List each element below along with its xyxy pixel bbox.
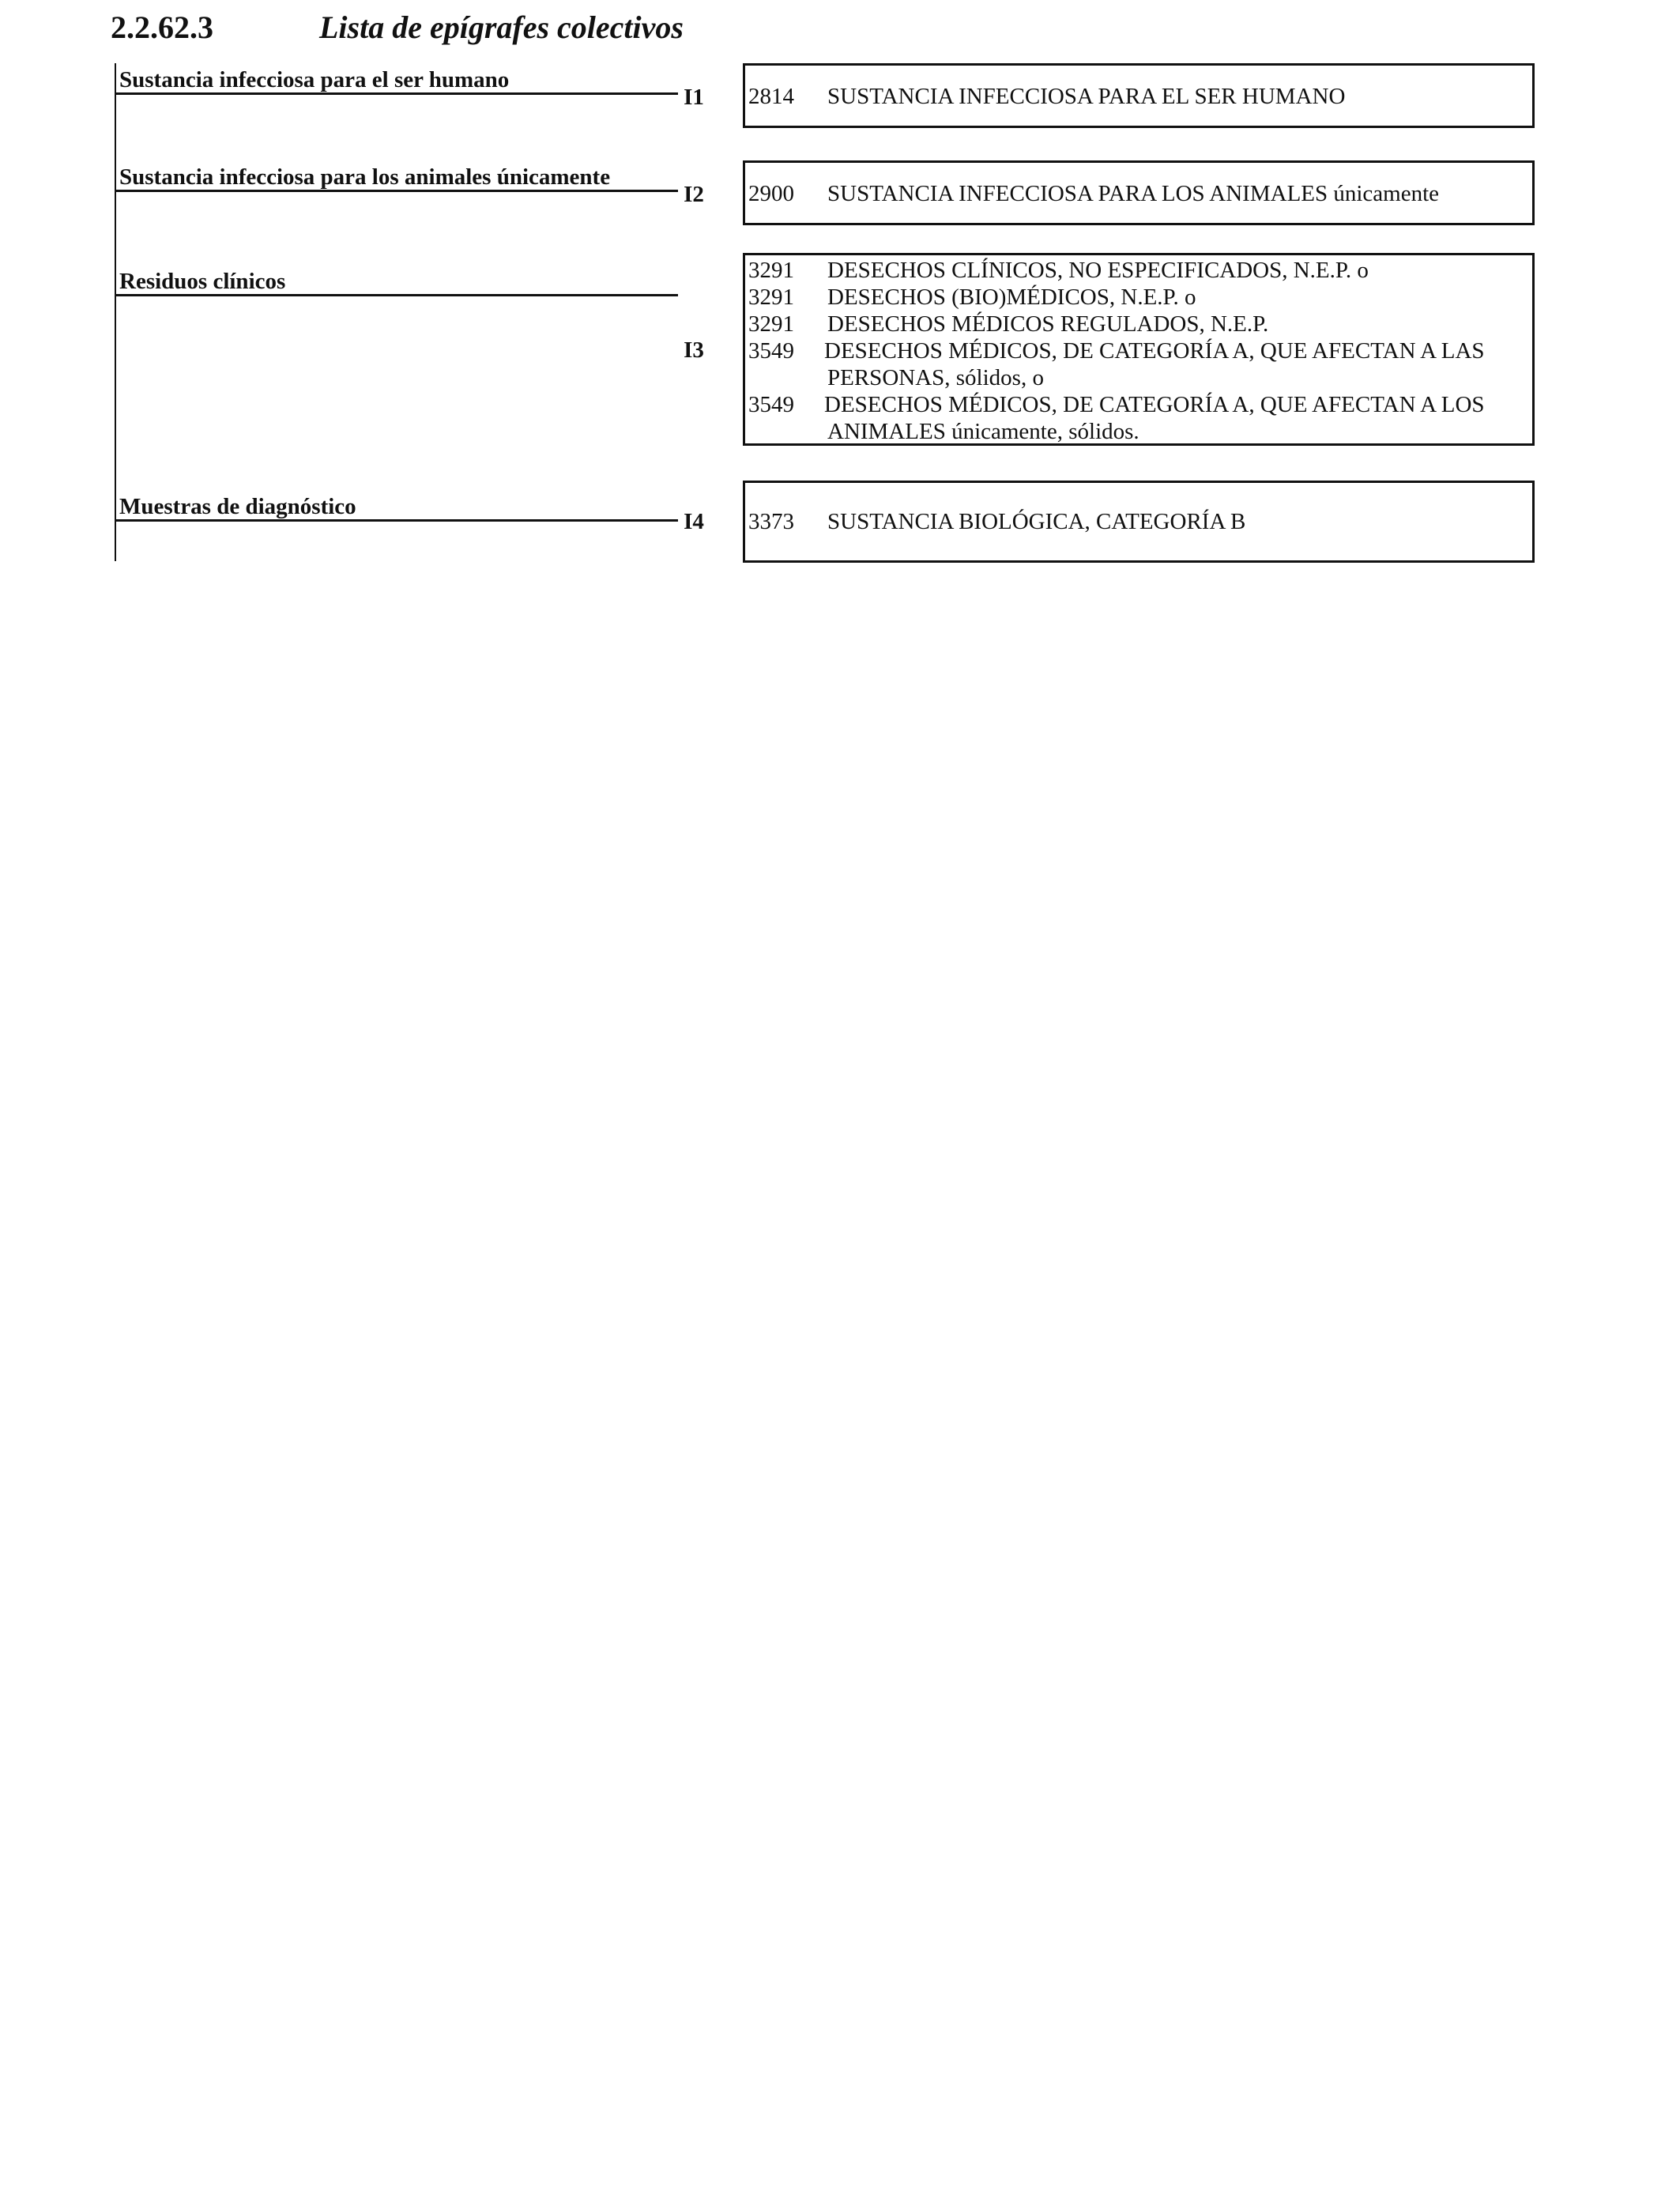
entry-name: DESECHOS (BIO)MÉDICOS, N.E.P. o [827,285,1196,310]
entry-name-continuation: ANIMALES únicamente, sólidos. [827,419,1139,444]
entry-box-i4 [743,481,1535,563]
branch-line-animals [116,190,678,192]
branch-line-human [116,92,678,95]
entry-name: SUSTANCIA INFECCIOSA PARA LOS ANIMALES únicamente [827,181,1440,206]
entry-name: DESECHOS MÉDICOS, DE CATEGORÍA A, QUE AFECTAN A LAS [824,338,1485,364]
entry-name: DESECHOS CLÍNICOS, NO ESPECIFICADOS, N.E.P. o [827,258,1369,283]
entry-box-i3 [743,253,1535,446]
group-label-diagnostic-samples: Muestras de diagnóstico [119,494,356,519]
entry-name: SUSTANCIA BIOLÓGICA, CATEGORÍA B [827,509,1246,534]
entry-name: DESECHOS MÉDICOS REGULADOS, N.E.P. [827,311,1269,337]
un-number: 3549 [748,338,794,364]
un-number: 2900 [748,181,794,206]
entry-name: SUSTANCIA INFECCIOSA PARA EL SER HUMANO [827,84,1346,109]
section-title: Lista de epígrafes colectivos [319,9,684,45]
group-label-human: Sustancia infecciosa para el ser humano [119,67,510,92]
group-code-i3: I3 [684,337,704,363]
un-number: 2814 [748,84,794,109]
un-number: 3373 [748,509,794,534]
group-label-clinical-waste: Residuos clínicos [119,269,286,294]
tree-trunk [115,63,116,561]
branch-line-diagnostic-samples [116,519,678,522]
un-number: 3291 [748,258,794,283]
group-code-i4: I4 [684,509,704,534]
section-number: 2.2.62.3 [111,9,213,45]
entry-name-continuation: PERSONAS, sólidos, o [827,365,1044,390]
un-number: 3291 [748,311,794,337]
group-label-animals: Sustancia infecciosa para los animales únicamente [119,164,611,190]
group-code-i2: I2 [684,182,704,207]
entry-box-i2 [743,160,1535,225]
un-number: 3291 [748,285,794,310]
entry-name: DESECHOS MÉDICOS, DE CATEGORÍA A, QUE AFECTAN A LOS [824,392,1485,417]
group-code-i1: I1 [684,85,704,110]
un-number: 3549 [748,392,794,417]
entry-box-i1 [743,63,1535,128]
branch-line-clinical-waste [116,294,678,296]
